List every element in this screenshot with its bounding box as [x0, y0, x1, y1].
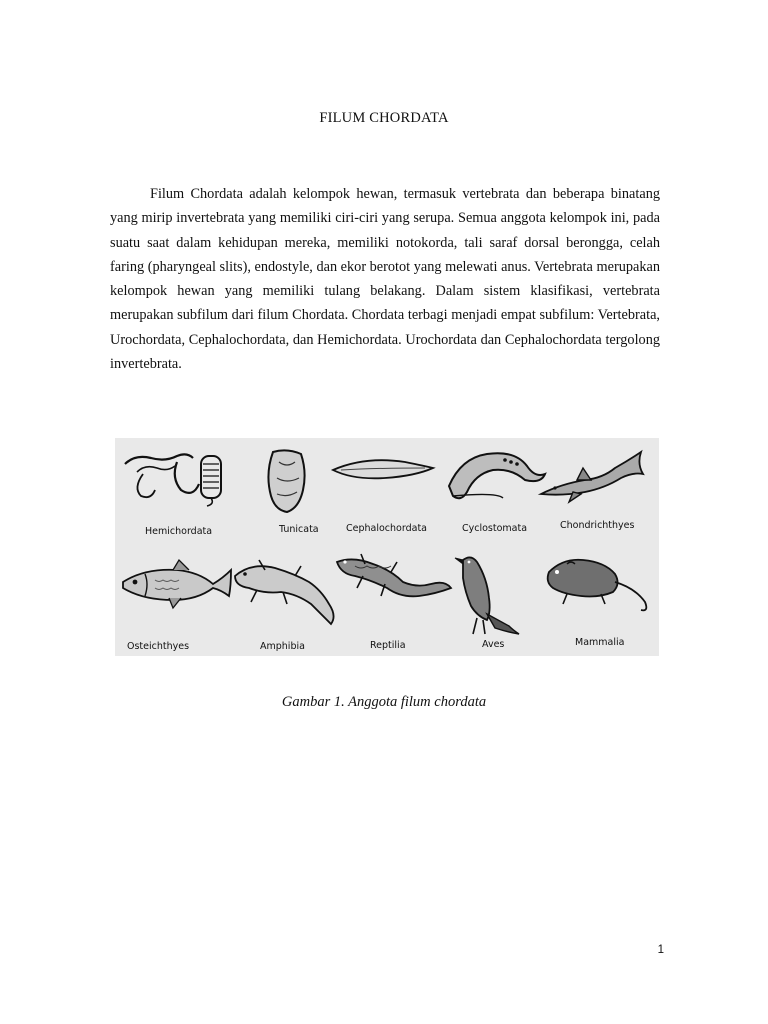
label-tunicata: Tunicata: [279, 524, 319, 535]
aves-illustration: [455, 557, 519, 634]
label-cyclostomata: Cyclostomata: [462, 523, 528, 534]
figure-drawing: [115, 438, 659, 656]
label-hemichordata: Hemichordata: [145, 526, 213, 537]
label-mammalia: Mammalia: [575, 637, 625, 648]
hemichordata-illustration: [125, 454, 221, 506]
cyclostomata-illustration: [449, 453, 545, 498]
osteichthyes-illustration: [123, 560, 231, 608]
label-aves: Aves: [482, 639, 505, 650]
chordata-figure: [115, 438, 659, 656]
figure-caption: Gambar 1. Anggota filum chordata: [281, 694, 487, 710]
label-osteichthyes: Osteichthyes: [127, 641, 190, 652]
label-reptilia: Reptilia: [370, 640, 406, 651]
amphibia-illustration: [235, 560, 334, 624]
mammalia-illustration: [548, 560, 647, 611]
document-title: FILUM CHORDATA: [319, 110, 449, 126]
label-chondrichthyes: Chondrichthyes: [560, 520, 635, 531]
body-paragraph: Filum Chordata adalah kelompok hewan, termasuk vertebrata dan beberapa binatang yang mirip invertebrata yang memiliki ciri-ciri yang serupa. Semua anggota kelompok ini, pada suatu saat dalam kehidupan mereka, memiliki notokorda, tali saraf dorsal berongga, celah faring (pharyngeal slits), endostyle, dan ekor berotot yang melewati anus. Vertebrata merupakan kelompok hewan yang memiliki tulang belakang. Dalam sistem klasifikasi, vertebrata merupakan subfilum dari filum Chordata. Chordata terbagi menjadi empat subfilum: Vertebrata, Urochordata, Cephalochordata, dan Hemichordata. Urochordata dan Cephalochordata tergolong invertebrata.: [110, 186, 660, 373]
chondrichthyes-illustration: [541, 452, 643, 502]
page-number: 1: [657, 944, 664, 956]
cephalochordata-illustration: [333, 460, 433, 478]
reptilia-illustration: [337, 554, 451, 596]
label-cephalochordata: Cephalochordata: [346, 523, 427, 534]
tunicata-illustration: [268, 450, 304, 512]
label-amphibia: Amphibia: [260, 641, 305, 652]
